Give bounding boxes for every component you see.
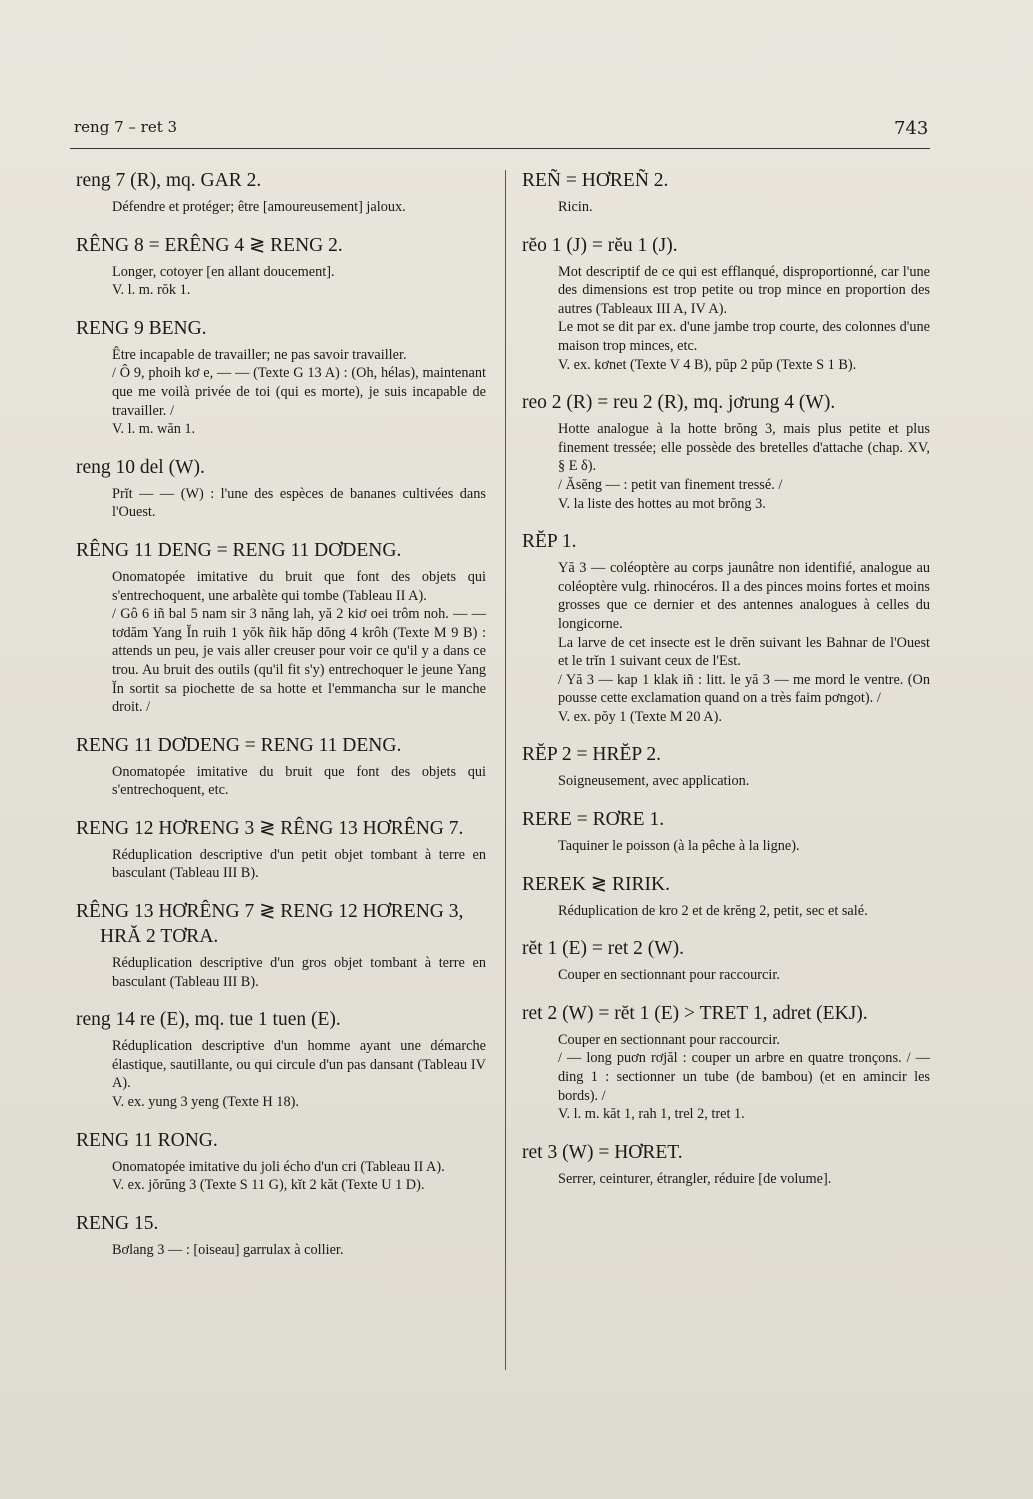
definition-line: V. l. m. wăn 1. <box>112 421 196 438</box>
entry-definition <box>112 1241 486 1260</box>
definition-line: La larve de cet insecte est le drĕn suivant les Bahnar de l'Ouest et le trĭn 1 suivant ceux de l'Est. <box>558 634 930 670</box>
definition-line: V. la liste des hottes au mot brŏng 3. <box>558 495 766 512</box>
entry-headword: REÑ = HƠREÑ 2. <box>522 170 669 191</box>
entry-definition <box>112 1037 486 1111</box>
definition-line: / — long puơn rơjăl : couper un arbre en quatre tronçons. / — ding 1 : sectionner un tube (de bambou) (et en amincir les bords). / <box>558 1050 930 1104</box>
dictionary-entry <box>522 742 930 791</box>
definition-line: Couper en sectionnant pour raccourcir. <box>558 1031 780 1048</box>
entry-headword: RENG 11 RONG. <box>76 1129 218 1151</box>
entry-definition <box>112 263 486 300</box>
definition-line: Mot descriptif de ce qui est efflanqué, disproportionné, car l'une des dimensions est trop petite ou trop mince en proportion des autres (Tableaux III A, IV A). <box>558 263 930 317</box>
entry-definition <box>112 198 486 217</box>
definition-line: Prĭt — — (W) : l'une des espèces de bananes cultivées dans l'Ouest. <box>112 485 486 521</box>
dictionary-entry <box>522 1001 930 1124</box>
definition-line: Soigneusement, avec application. <box>558 773 750 790</box>
entry-headword: RENG 11 DƠDENG = RENG 11 DENG. <box>76 734 402 756</box>
definition-line: Réduplication descriptive d'un homme ayant une démarche élastique, sautillante, ou qui circule d'un pas dansant (Tableau IV A). <box>112 1038 486 1092</box>
definition-line: Hotte analogue à la hotte brŏng 3, mais plus petite et plus finement tressée; elle possède des bretelles d'attache (chap. XV, § E δ). <box>558 421 930 475</box>
dictionary-entry <box>76 455 486 522</box>
definition-line: Bơlang 3 — : [oiseau] garrulax à collier. <box>112 1241 344 1258</box>
entry-headword: reng 14 re (E), mq. tue 1 tuen (E). <box>76 1009 341 1031</box>
entry-headword: RENG 12 HƠRENG 3 ≷ RÊNG 13 HƠRÊNG 7. <box>76 817 464 839</box>
definition-line: Le mot se dit par ex. d'une jambe trop courte, des colonnes d'une maison trop minces, etc. <box>558 319 930 354</box>
entry-headword: reo 2 (R) = reu 2 (R), mq. jơrung 4 (W). <box>522 392 836 414</box>
entry-headword: RERE = RƠRE 1. <box>522 809 665 831</box>
entry-definition <box>112 485 486 522</box>
entry-headword: ret 2 (W) = rĕt 1 (E) > TRET 1, adret (EKJ). <box>522 1002 868 1024</box>
entry-headword: RĔP 2 = HRĔP 2. <box>522 744 662 766</box>
dictionary-entry <box>76 233 486 300</box>
page-number: 743 <box>894 118 929 139</box>
definition-line: Couper en sectionnant pour raccourcir. <box>558 967 780 984</box>
definition-line: V. ex. kơnet (Texte V 4 B), pŭp 2 pŭp (Texte S 1 B). <box>558 356 857 373</box>
definition-line: Réduplication descriptive d'un gros objet tombant à terre en basculant (Tableau III B). <box>112 955 486 990</box>
entry-headword: RÊNG 13 HƠRÊNG 7 ≷ RENG 12 HƠRENG 3, HRĂ 2 TƠRA. <box>76 901 464 948</box>
definition-line: / Gô 6 iñ bal 5 nam sir 3 năng lah, yă 2 kiơ oei trôm noh. — — tơdăm Yang Ĭn ruih 1 yŏk ñik hăp dŏng 4 krôh (Texte M 9 B) : attends un peu, je vais aller creuser pour voir ce qu'il y a dans ce trou. Au bruit des outils (qu'il fit s'y) entrechoquer le jeune Yang Ĭn sortit sa piochette de sa hotte et l'emmancha sur le manche droit. / <box>112 606 486 716</box>
definition-line: V. ex. yung 3 yeng (Texte H 18). <box>112 1094 299 1111</box>
definition-line: V. l. m. kăt 1, rah 1, trel 2, tret 1. <box>558 1106 745 1123</box>
definition-line: Onomatopée imitative du joli écho d'un cri (Tableau II A). <box>112 1158 445 1175</box>
header-rule <box>70 148 930 149</box>
dictionary-entry <box>76 1007 486 1111</box>
dictionary-entry <box>76 538 486 717</box>
entry-definition <box>558 263 930 375</box>
dictionary-entry <box>522 233 930 375</box>
dictionary-entry <box>76 733 486 800</box>
definition-line: Réduplication descriptive d'un petit objet tombant à terre en basculant (Tableau III B). <box>112 846 486 882</box>
dictionary-entry <box>522 529 930 726</box>
dictionary-entry <box>76 816 486 883</box>
definition-line: / Ăsĕng — : petit van finement tressé. / <box>558 476 783 493</box>
dictionary-entry <box>522 1140 930 1189</box>
entry-headword: RENG 9 BENG. <box>76 317 207 339</box>
entry-definition <box>558 902 930 921</box>
dictionary-entry <box>522 872 930 921</box>
left-column <box>76 168 486 1275</box>
definition-line: Taquiner le poisson (à la pêche à la ligne). <box>558 838 800 855</box>
definition-line: / Ô 9, phoih kơ e, — — (Texte G 13 A) : (Oh, hélas), maintenant que me voilà privée de toi (qui es morte), je suis incapable de travailler. / <box>112 365 486 419</box>
entry-definition <box>112 346 486 439</box>
dictionary-entry <box>76 1211 486 1260</box>
entry-definition <box>112 568 486 717</box>
dictionary-entry <box>522 390 930 513</box>
definition-line: / Yă 3 — kap 1 klak iñ : litt. le yă 3 — me mord le ventre. (On pousse cette exclamation quand on a très faim pơngot). / <box>558 671 930 707</box>
entry-definition <box>558 559 930 726</box>
dictionary-entry <box>522 168 930 217</box>
entry-definition <box>558 420 930 513</box>
entry-definition <box>112 763 486 800</box>
definition-line: Être incapable de travailler; ne pas savoir travailler. <box>112 346 407 363</box>
right-column <box>522 168 930 1204</box>
entry-definition <box>558 966 930 985</box>
entry-headword: rĕo 1 (J) = rĕu 1 (J). <box>522 234 678 256</box>
entry-headword: ret 3 (W) = HƠRET. <box>522 1141 683 1163</box>
definition-line: Longer, cotoyer [en allant doucement]. <box>112 263 335 280</box>
entry-definition <box>558 1031 930 1124</box>
dictionary-entry <box>76 899 486 991</box>
dictionary-entry <box>522 936 930 985</box>
dictionary-entry <box>522 807 930 856</box>
entry-definition <box>112 954 486 991</box>
entry-headword: RĔP 1. <box>522 531 577 553</box>
entry-headword: RÊNG 8 = ERÊNG 4 ≷ RENG 2. <box>76 234 343 256</box>
definition-line: V. ex. jŏrŭng 3 (Texte S 11 G), kĭt 2 kăt (Texte U 1 D). <box>112 1177 425 1194</box>
entry-definition <box>558 837 930 856</box>
definition-line: Ricin. <box>558 199 593 215</box>
entry-definition <box>558 198 930 217</box>
definition-line: Yă 3 — coléoptère au corps jaunâtre non identifié, analogue au coléoptère vulg. rhinocéros. Il a des pinces moins fortes et moins grosses que ce dernier et des antennes analogues à celles du longicorne. <box>558 560 930 632</box>
definition-line: V. ex. pŏy 1 (Texte M 20 A). <box>558 708 722 725</box>
entry-definition <box>558 1170 930 1189</box>
dictionary-entry <box>76 168 486 217</box>
dictionary-entry <box>76 316 486 439</box>
dictionary-entry <box>76 1128 486 1195</box>
running-head: reng 7 – ret 3 <box>74 118 178 136</box>
definition-line: V. l. m. rŏk 1. <box>112 282 191 299</box>
definition-line: Défendre et protéger; être [amoureusement] jaloux. <box>112 199 406 215</box>
column-divider <box>505 170 506 1370</box>
definition-line: Serrer, ceinturer, étrangler, réduire [de volume]. <box>558 1170 832 1187</box>
entry-headword: reng 7 (R), mq. GAR 2. <box>76 170 262 191</box>
entry-headword: RENG 15. <box>76 1212 159 1234</box>
definition-line: Réduplication de kro 2 et de krĕng 2, petit, sec et salé. <box>558 902 868 919</box>
definition-line: Onomatopée imitative du bruit que font des objets qui s'entrechoquent, une arbalète qui tombe (Tableau II A). <box>112 568 486 604</box>
entry-headword: REREK ≷ RIRIK. <box>522 873 670 895</box>
entry-headword: rĕt 1 (E) = ret 2 (W). <box>522 938 685 960</box>
entry-definition <box>112 1158 486 1195</box>
entry-definition <box>558 772 930 791</box>
entry-headword: RÊNG 11 DENG = RENG 11 DƠDENG. <box>76 539 402 561</box>
entry-definition <box>112 846 486 883</box>
entry-headword: reng 10 del (W). <box>76 456 205 478</box>
definition-line: Onomatopée imitative du bruit que font des objets qui s'entrechoquent, etc. <box>112 763 486 799</box>
